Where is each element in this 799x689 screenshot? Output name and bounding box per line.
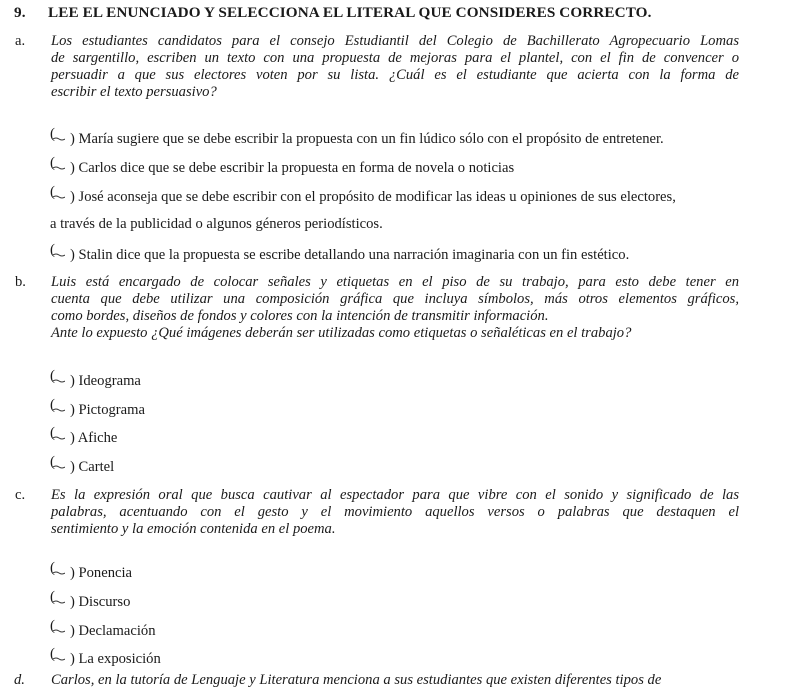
option-label: ) La exposición <box>70 651 161 667</box>
question-d-letter: d. <box>14 672 25 688</box>
answer-blank[interactable]: ( <box>50 129 66 143</box>
option-label: ) Ponencia <box>70 565 133 581</box>
question-c-letter: c. <box>15 487 26 503</box>
answer-blank[interactable]: ( <box>50 187 66 201</box>
answer-blank[interactable]: ( <box>50 371 66 385</box>
option-label: ) Afiche <box>70 430 118 446</box>
answer-blank[interactable]: ( <box>50 245 66 259</box>
option-a-carlos[interactable] <box>50 155 515 177</box>
question-b-letter: b. <box>15 274 26 290</box>
statement-line: como bordes, diseños de fondos y colores con la intención de transmitir información. <box>51 308 549 324</box>
statement-line: Ante lo expuesto ¿Qué imágenes deberán ser utilizadas como etiquetas o señaléticas en el trabajo? <box>51 325 632 341</box>
option-c-ponencia[interactable] <box>50 560 133 582</box>
option-a-maria[interactable] <box>50 126 664 148</box>
question-title: LEE EL ENUNCIADO Y SELECCIONA EL LITERAL QUE CONSIDERES CORRECTO. <box>48 4 652 21</box>
option-continuation: a través de la publicidad o algunos géneros periodísticos. <box>50 216 383 232</box>
question-b-statement <box>51 274 739 342</box>
option-label: ) María sugiere que se debe escribir la propuesta con un fin lúdico sólo con el propósito de entretener. <box>70 131 664 147</box>
statement-line: palabras, acentuando con el gesto y el movimiento aquellos versos o palabras que destaquen el <box>51 504 739 520</box>
answer-blank[interactable]: ( <box>50 158 66 172</box>
option-label: ) Pictograma <box>70 402 145 418</box>
option-label: ) José aconseja que se debe escribir con el propósito de modificar las ideas u opiniones de sus electores, <box>70 189 676 205</box>
question-d-cutoff <box>14 672 661 689</box>
statement-line: cuenta que debe utilizar una composición gráfica que incluya símbolos, más otros elementos gráficos, <box>51 291 739 307</box>
question-d-text: Carlos, en la tutoría de Lenguaje y Literatura menciona a sus estudiantes que existen diferentes tipos de <box>51 672 662 688</box>
option-b-afiche[interactable] <box>50 425 118 447</box>
statement-line: de sargentillo, escriben un texto con una propuesta de mejoras para el plantel, con el fin de convencer o <box>51 50 739 66</box>
option-b-cartel[interactable] <box>50 454 115 476</box>
answer-blank[interactable]: ( <box>50 621 66 635</box>
option-label: ) Stalin dice que la propuesta se escribe detallando una narración imaginaria con un fin estético. <box>70 247 630 263</box>
statement-line: sentimiento y la emoción contenida en el poema. <box>51 521 336 537</box>
option-label: ) Cartel <box>70 459 115 475</box>
option-label: ) Carlos dice que se debe escribir la propuesta en forma de novela o noticias <box>70 160 515 176</box>
option-label: ) Discurso <box>70 594 131 610</box>
option-c-discurso[interactable] <box>50 589 131 611</box>
question-a-letter: a. <box>15 33 26 49</box>
answer-blank[interactable]: ( <box>50 457 66 471</box>
option-label: ) Declamación <box>70 623 156 639</box>
answer-blank[interactable]: ( <box>50 563 66 577</box>
option-b-pictograma[interactable] <box>50 397 145 419</box>
answer-blank[interactable]: ( <box>50 592 66 606</box>
option-label: ) Ideograma <box>70 373 141 389</box>
option-a-jose[interactable] <box>50 184 676 206</box>
statement-line: persuadir a que sus electores voten por su lista. ¿Cuál es el estudiante que acierta con la forma de <box>51 67 739 83</box>
answer-blank[interactable]: ( <box>50 649 66 663</box>
answer-blank[interactable]: ( <box>50 428 66 442</box>
question-number: 9. <box>14 4 26 21</box>
statement-line: escribir el texto persuasivo? <box>51 84 217 100</box>
statement-line: Luis está encargado de colocar señales y etiquetas en el piso de su trabajo, para esto debe tener en <box>51 274 739 290</box>
statement-line: Los estudiantes candidatos para el consejo Estudiantil del Colegio de Bachillerato Agropecuario Lomas <box>51 33 739 49</box>
question-a-statement <box>51 33 739 101</box>
answer-blank[interactable]: ( <box>50 400 66 414</box>
option-a-stalin[interactable] <box>50 242 630 264</box>
option-c-exposicion[interactable] <box>50 646 161 668</box>
question-heading <box>14 4 651 22</box>
option-b-ideograma[interactable] <box>50 368 141 390</box>
question-c-statement <box>51 487 739 538</box>
statement-line: Es la expresión oral que busca cautivar al espectador para que vibre con el sonido y significado de las <box>51 487 739 503</box>
option-c-declamacion[interactable] <box>50 618 156 640</box>
